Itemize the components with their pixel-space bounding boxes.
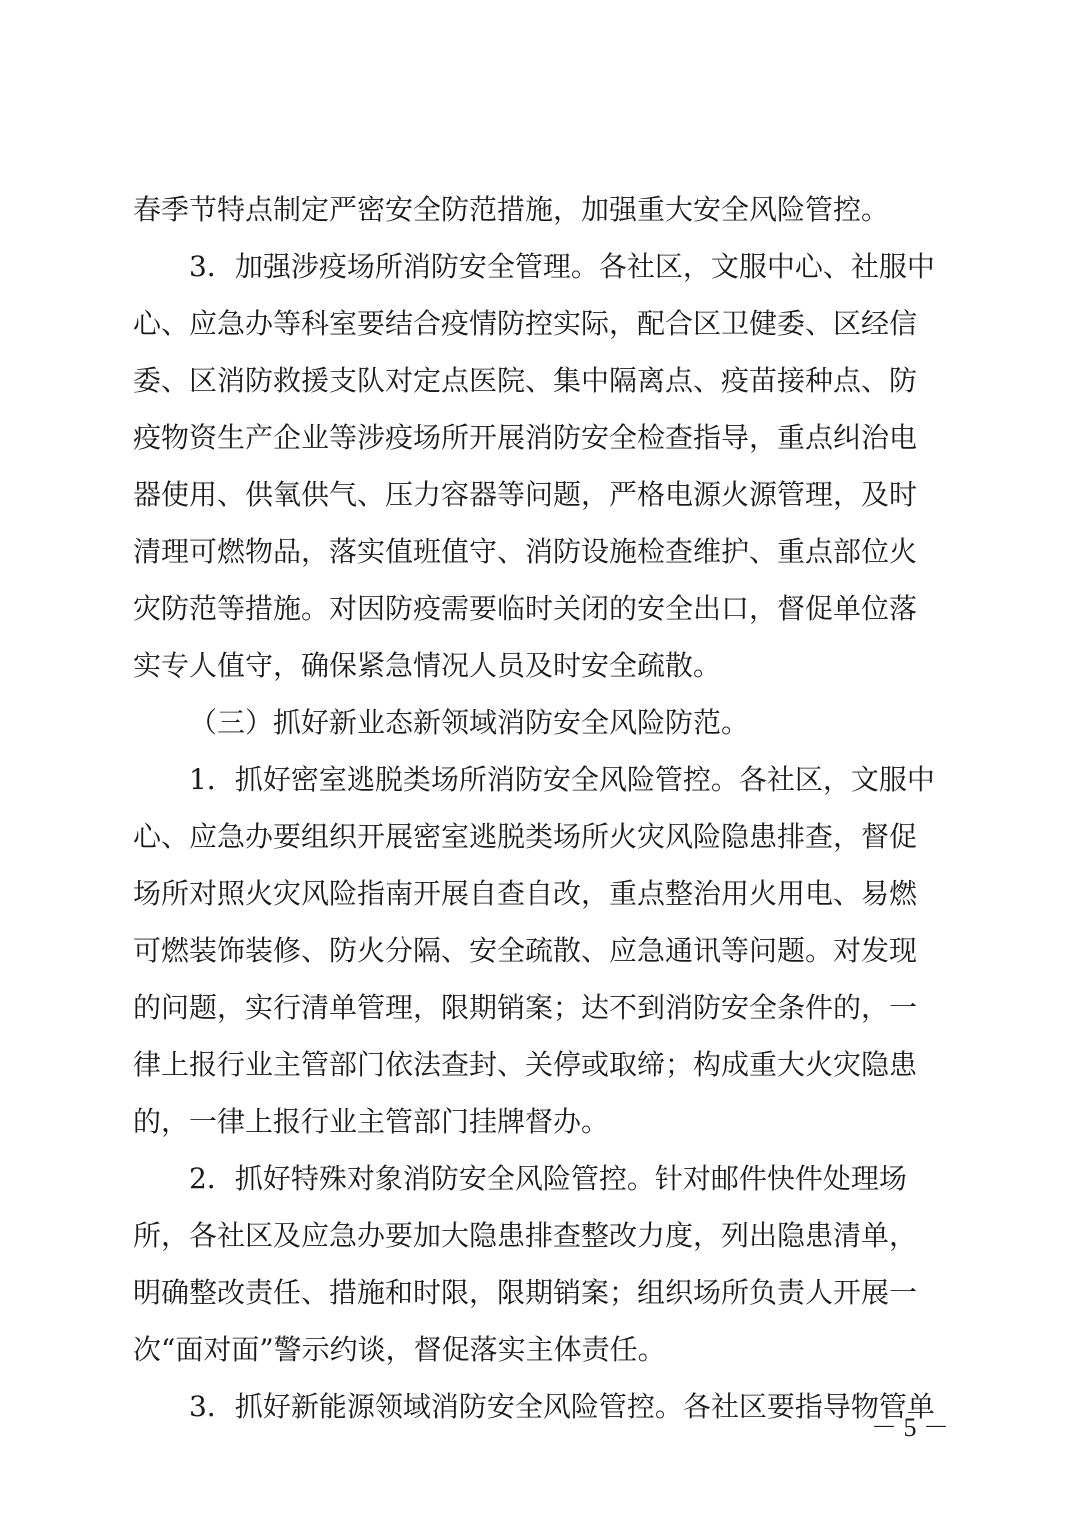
text-line: 春季节特点制定严密安全防范措施，加强重大安全风险管控。 <box>133 193 890 226</box>
text-line: 次“面对面”警示约谈，督促落实主体责任。 <box>133 1333 666 1366</box>
text-line: 心、应急办要组织开展密室逃脱类场所火灾风险隐患排查，督促 <box>133 820 918 853</box>
text-line: 清理可燃物品，落实值班值守、消防设施检查维护、重点部位火 <box>133 535 918 568</box>
text-line: 心、应急办等科室要结合疫情防控实际，配合区卫健委、区经信 <box>133 307 918 340</box>
text-line: 3．加强涉疫场所消防安全管理。各社区，文服中心、社服中 <box>189 250 935 283</box>
text-line: 1．抓好密室逃脱类场所消防安全风险管控。各社区，文服中 <box>189 763 935 796</box>
text-line: 2．抓好特殊对象消防安全风险管控。针对邮件快件处理场 <box>189 1162 907 1195</box>
page-number: － 5 － <box>870 1413 949 1442</box>
text-line: 的问题，实行清单管理，限期销案；达不到消防安全条件的，一 <box>133 991 918 1024</box>
text-line: 委、区消防救援支队对定点医院、集中隔离点、疫苗接种点、防 <box>133 364 918 397</box>
text-line: 的，一律上报行业主管部门挂牌督办。 <box>133 1105 610 1138</box>
text-line: 场所对照火灾风险指南开展自查自改，重点整治用火用电、易燃 <box>133 877 918 910</box>
section-heading: （三）抓好新业态新领域消防安全风险防范。 <box>189 706 750 739</box>
text-line: 实专人值守，确保紧急情况人员及时安全疏散。 <box>133 649 722 682</box>
text-line: 器使用、供氧供气、压力容器等问题，严格电源火源管理，及时 <box>133 478 918 511</box>
text-line: 3．抓好新能源领域消防安全风险管控。各社区要指导物管单 <box>189 1390 935 1423</box>
text-line: 可燃装饰装修、防火分隔、安全疏散、应急通讯等问题。对发现 <box>133 934 918 967</box>
text-line: 明确整改责任、措施和时限，限期销案；组织场所负责人开展一 <box>133 1276 918 1309</box>
text-line: 所，各社区及应急办要加大隐患排查整改力度，列出隐患清单， <box>133 1219 918 1252</box>
text-line: 律上报行业主管部门依法查封、关停或取缔；构成重大火灾隐患 <box>133 1048 918 1081</box>
text-line: 灾防范等措施。对因防疫需要临时关闭的安全出口，督促单位落 <box>133 592 918 625</box>
text-line: 疫物资生产企业等涉疫场所开展消防安全检查指导，重点纠治电 <box>133 421 918 454</box>
